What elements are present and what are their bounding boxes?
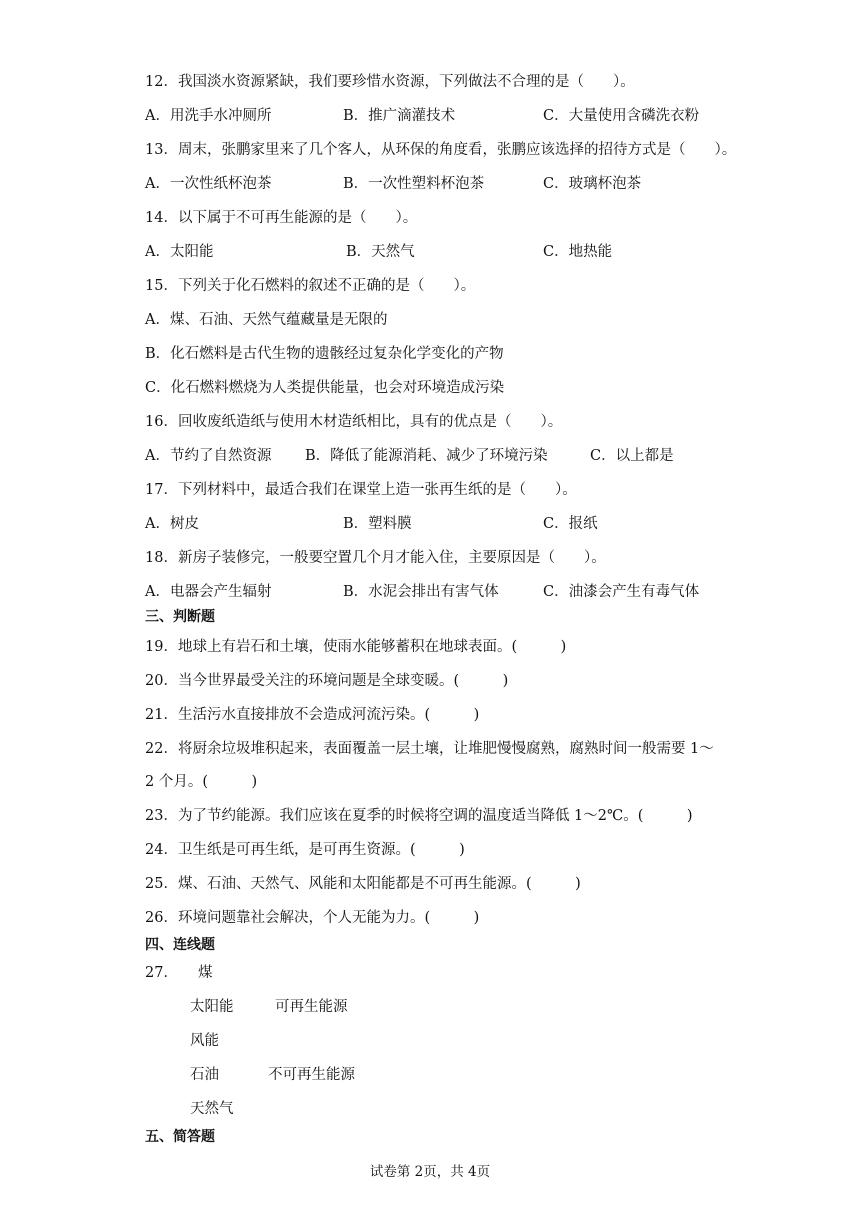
- question-14-stem: 14．以下属于不可再生能源的是（ ）。: [145, 210, 418, 226]
- question-15-option-a: A．煤、石油、天然气蕴藏量是无限的: [145, 312, 388, 328]
- question-13-stem: 13．周末，张鹏家里来了几个客人，从环保的角度看，张鹏应该选择的招待方式是（ ）。: [145, 142, 737, 158]
- question-16-option-c: C．以上都是: [590, 448, 674, 464]
- question-14-option-c: C．地热能: [543, 244, 613, 260]
- match-question-number: 27．: [145, 965, 178, 981]
- question-15-option-b: B．化石燃料是古代生物的遗骸经过复杂化学变化的产物: [145, 346, 504, 362]
- judge-question-22-line-2: 2 个月。( ): [145, 774, 258, 790]
- question-18-option-a: A．电器会产生辐射: [145, 584, 272, 600]
- question-13-option-a: A．一次性纸杯泡茶: [145, 176, 272, 192]
- section-3-title: 三、判断题: [145, 609, 215, 625]
- judge-question-26: 26．环境问题靠社会解决，个人无能为力。( ): [145, 910, 480, 926]
- judge-question-19: 19．地球上有岩石和土壤，使雨水能够蓄积在地球表面。( ): [145, 639, 567, 655]
- match-left-item-5[interactable]: 天然气: [190, 1101, 234, 1117]
- section-4-title: 四、连线题: [145, 937, 215, 953]
- match-left-item-1[interactable]: 煤: [198, 965, 213, 981]
- question-15-option-c: C．化石燃料燃烧为人类提供能量，也会对环境造成污染: [145, 380, 505, 396]
- section-5-title: 五、简答题: [145, 1129, 215, 1145]
- match-right-item-2[interactable]: 不可再生能源: [268, 1067, 355, 1083]
- match-left-item-2[interactable]: 太阳能: [190, 999, 234, 1015]
- judge-question-24: 24．卫生纸是可再生纸，是可再生资源。( ): [145, 842, 465, 858]
- match-left-item-3[interactable]: 风能: [190, 1033, 219, 1049]
- question-17-option-a: A．树皮: [145, 516, 199, 532]
- question-15-stem: 15．下列关于化石燃料的叙述不正确的是（ ）。: [145, 278, 476, 294]
- judge-question-22-line-1: 22．将厨余垃圾堆积起来，表面覆盖一层土壤，让堆肥慢慢腐熟，腐熟时间一般需要 1～: [145, 741, 714, 757]
- question-17-stem: 17．下列材料中，最适合我们在课堂上造一张再生纸的是（ ）。: [145, 482, 577, 498]
- question-13-option-b: B．一次性塑料杯泡茶: [343, 176, 485, 192]
- question-12-option-a: A．用洗手水冲厕所: [145, 108, 272, 124]
- question-14-option-a: A．太阳能: [145, 244, 214, 260]
- question-16-option-a: A．节约了自然资源: [145, 448, 272, 464]
- question-12-option-b: B．推广滴灌技术: [343, 108, 456, 124]
- question-18-option-b: B．水泥会排出有害气体: [343, 584, 499, 600]
- page-footer: 试卷第 2页，共 4页: [369, 1164, 491, 1180]
- question-18-stem: 18．新房子装修完，一般要空置几个月才能入住，主要原因是（ ）。: [145, 550, 606, 566]
- question-12-stem: 12．我国淡水资源紧缺，我们要珍惜水资源，下列做法不合理的是（ ）。: [145, 74, 635, 90]
- question-16-stem: 16．回收废纸造纸与使用木材造纸相比，具有的优点是（ ）。: [145, 414, 563, 430]
- question-13-option-c: C．玻璃杯泡茶: [543, 176, 642, 192]
- match-right-item-1[interactable]: 可再生能源: [275, 999, 348, 1015]
- judge-question-25: 25．煤、石油、天然气、风能和太阳能都是不可再生能源。( ): [145, 876, 581, 892]
- question-17-option-b: B．塑料膜: [343, 516, 412, 532]
- question-18-option-c: C．油漆会产生有毒气体: [543, 584, 700, 600]
- question-12-option-c: C．大量使用含磷洗衣粉: [543, 108, 700, 124]
- question-16-option-b: B．降低了能源消耗、减少了环境污染: [305, 448, 548, 464]
- question-17-option-c: C．报纸: [543, 516, 598, 532]
- question-14-option-b: B．天然气: [346, 244, 415, 260]
- judge-question-21: 21．生活污水直接排放不会造成河流污染。( ): [145, 707, 480, 723]
- judge-question-20: 20．当今世界最受关注的环境问题是全球变暖。( ): [145, 673, 509, 689]
- judge-question-23: 23．为了节约能源。我们应该在夏季的时候将空调的温度适当降低 1～2℃。( ): [145, 808, 693, 824]
- match-left-item-4[interactable]: 石油: [190, 1067, 219, 1083]
